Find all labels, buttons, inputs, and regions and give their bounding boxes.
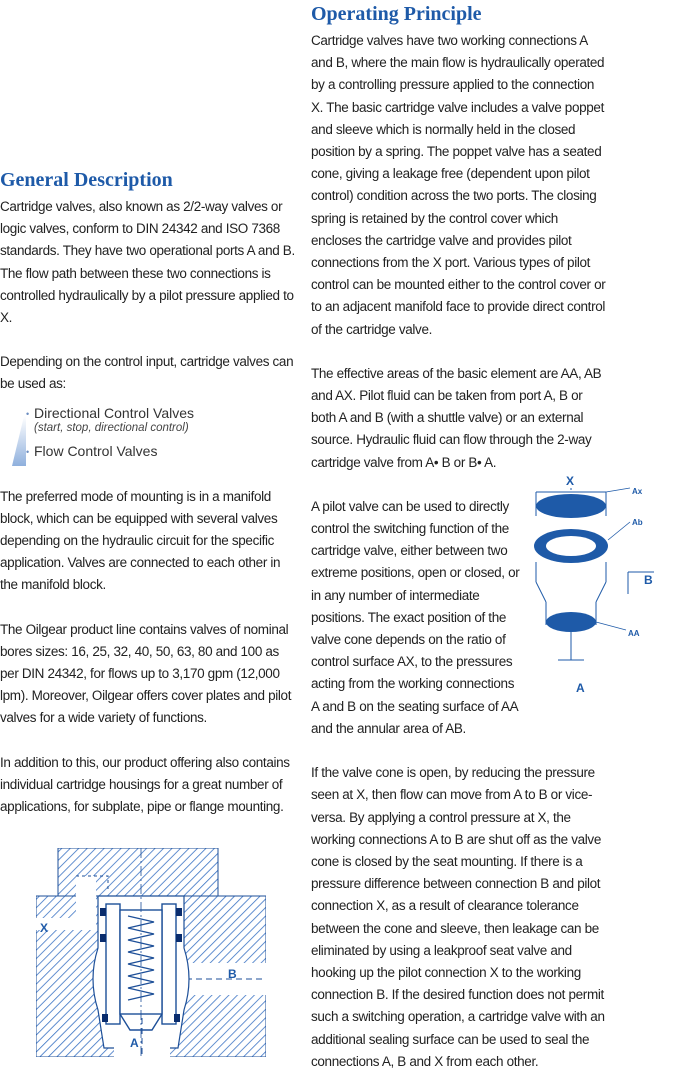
- operating-paragraph-2: The effective areas of the basic element are AA, AB and AX. Pilot fluid can be taken from port A, B or both A and B (with a shuttle valve) or an external source. Hydraulic fluid can flow through the 2-way cartridge valve from A• B or B• A.: [311, 365, 602, 470]
- bullet-label: Flow Control Valves: [34, 442, 158, 459]
- cartridge-valve-cross-section-diagram: [36, 848, 266, 1057]
- b-label: B: [644, 573, 653, 587]
- valve-type-list: [20, 404, 300, 464]
- bullet-dot-icon: •: [26, 408, 30, 419]
- port-a-label: A: [130, 1036, 139, 1050]
- a-label: A: [576, 681, 585, 695]
- effective-areas-diagram: [528, 470, 675, 700]
- operating-paragraph-3: A pilot valve can be used to directly control the switching function of the cartridge valve, either between two extreme positions, open or closed, or in any number of intermediate positions. The exact position of the valve cone depends on the ratio of control surface AX, to the pressures acting from the working connections A and B on the seating surface of AA and the annular area of AB.: [311, 498, 520, 736]
- list-item: [20, 442, 300, 460]
- bullet-label: Directional Control Valves: [34, 404, 195, 421]
- port-b-label: B: [228, 967, 237, 981]
- ab-label: Ab: [632, 518, 643, 527]
- x-label: X: [566, 474, 575, 488]
- list-item: [20, 404, 300, 434]
- bullet-sub-label: (start, stop, directional control): [34, 421, 189, 434]
- operating-paragraph-1: Cartridge valves have two working connections A and B, where the main flow is hydraulically operated by a controlling pressure applied to the connection X. The basic cartridge valve includes a valve poppet and sleeve which is normally held in the closed position by a spring. The poppet valve has a seated cone, giving a leakage free (dependent upon pilot control) condition across the two ports. The closing spring is retained by the control cover which encloses the cartridge valve and provides pilot connections from the X port. Various types of pilot control can be mounted either to the control cover or to an adjacent manifold face to provide direct control of the cartridge valve.: [311, 33, 606, 337]
- aa-label: AA: [628, 629, 640, 638]
- general-paragraph-1: Cartridge valves, also known as 2/2-way valves or logic valves, conform to DIN 24342 and ISO 7368 standards. They have two operational ports A and B. The flow path between these two connections is controlled hydraulically by a pilot pressure applied to X.: [0, 199, 295, 326]
- port-x-label: X: [40, 921, 49, 935]
- general-paragraph-3: The preferred mode of mounting is in a manifold block, which can be equipped with several valves depending on the hydraulic circuit for the specific application. Valves are connected to each other in the manifold block.: [0, 488, 281, 593]
- general-paragraph-2: Depending on the control input, cartridge valves can be used as:: [0, 354, 294, 392]
- operating-principle-title: Operating Principle: [311, 3, 482, 25]
- ax-label: Ax: [632, 487, 643, 496]
- bullet-dot-icon: •: [26, 446, 30, 457]
- operating-paragraph-4: If the valve cone is open, by reducing the pressure seen at X, then flow can move from A to B or vice-versa. By applying a control pressure at X, the working connections A to B are shut off as the valve cone is closed by the seat mounting. If there is a pressure difference between connection B and pilot connection X, as a result of clearance tolerance between the cone and sleeve, then leakage can be eliminated by using a leakproof seat valve and hooking up the pilot connection X to the working connection B. If the desired function does not permit such a switching operation, a cartridge valve with an additional sealing surface can be used to seal the connections A, B and X from each other.: [311, 765, 605, 1069]
- general-description-section: [0, 168, 300, 818]
- general-paragraph-5: In addition to this, our product offering also contains individual cartridge housings for a great number of applications, for subplate, pipe or flange mounting.: [0, 754, 290, 815]
- general-paragraph-4: The Oilgear product line contains valves of nominal bores sizes: 16, 25, 32, 40, 50, 63, 80 and 100 as per DIN 24342, for flows up to 3,170 gpm (12,000 lpm). Moreover, Oilgear offers cover plates and pilot valves for a wide variety of functions.: [0, 621, 292, 726]
- general-description-title: General Description: [0, 169, 173, 191]
